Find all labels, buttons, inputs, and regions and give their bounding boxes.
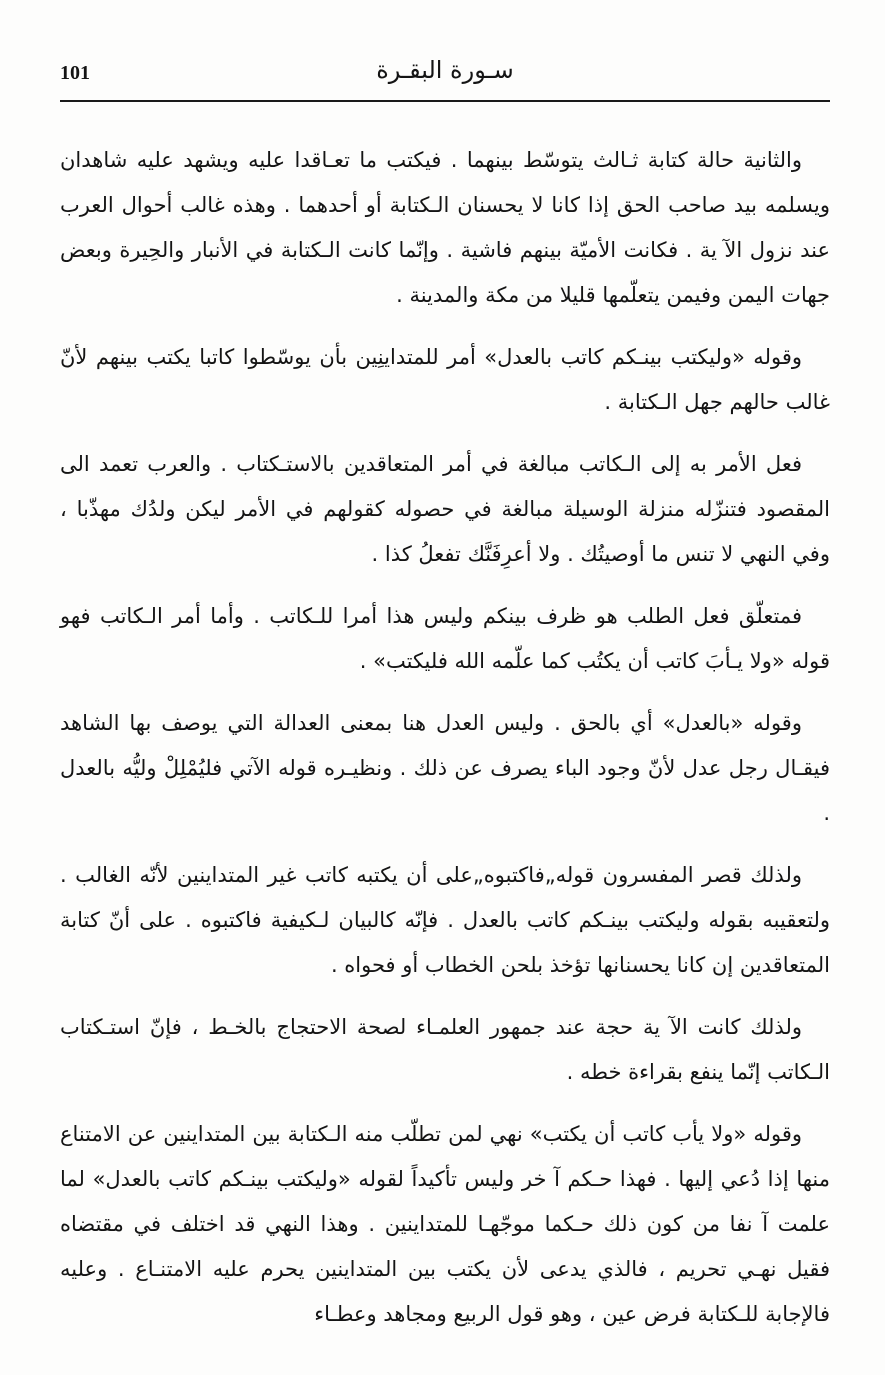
paragraph-3: فعل الأمر به إلى الـكاتب مبالغة في أمر المتعاقدين بالاستـكتاب . والعرب تعمد الى المقصود فتنزّله منزلة الوسيلة مبالغة في حصوله كقولهم في الأمر ليكن ولدُك مهذّبا ، وفي النهي لا تنس ما أوصيتُك . ولا أعرِفَنَّك تفعلُ كذا . xyxy=(60,452,830,566)
page-header xyxy=(60,52,830,100)
header-rule xyxy=(60,100,830,102)
paragraph-6: ولذلك قصر المفسرون قوله„فاكتبوه„على أن يكتبه كاتب غير المتداينين لأنّه الغالب . ولتعقيبه بقوله وليكتب بينـكم كاتب بالعدل . فإنّه كالبيان لـكيفية فاكتبوه . على أنّ كتابة المتعاقدين إن كانا يحسنانها تؤخذ بلحن الخطاب أو فحواه . xyxy=(60,863,830,977)
paragraph-7: ولذلك كانت الآ ية حجة عند جمهور العلمـاء لصحة الاحتجاج بالخـط ، فإنّ استـكتاب الـكاتب إنّما ينفع بقراءة خطه . xyxy=(60,1015,830,1084)
running-title: سـورة البقـرة xyxy=(376,56,514,84)
page-number: 101 xyxy=(60,62,90,84)
paragraph-1: والثانية حالة كتابة ثـالث يتوسّط بينهما . فيكتب ما تعـاقدا عليه ويشهد عليه شاهدان ويسلمه بيد صاحب الحق إذا كانا لا يحسنان الـكتابة أو أحدهما . وهذه غالب أحوال العرب عند نزول الآ ية . فكانت الأميّة بينهم فاشية . وإنّما كانت الـكتابة في الأنبار والحِيرة وبعض جهات اليمن وفيمن يتعلّمها قليلا من مكة والمدينة . xyxy=(60,148,830,307)
paragraph-8: وقوله «ولا يأب كاتب أن يكتب» نهي لمن تطلّب منه الـكتابة بين المتداينين عن الامتناع منها إذا دُعي إليها . فهذا حـكم آ خر وليس تأكيداً لقوله «وليكتب بينـكم كاتب بالعدل» لما علمت آ نفا من كون ذلك حـكما موجّهـا للمتداينين . وهذا النهي قد اختلف في مقتضاه فقيل نهـي تحريم ، فالذي يدعى لأن يكتب بين المتداينين يحرم عليه الامتنـاع . وعليه فالإجابة للـكتابة فرض عين ، وهو قول الربيع ومجاهد وعطـاء xyxy=(60,1122,830,1326)
paragraph-2: وقوله «وليكتب بينـكم كاتب بالعدل» أمر للمتداينِين بأن يوسّطوا كاتبا يكتب بينهم لأنّ غالب حالهم جهل الـكتابة . xyxy=(60,345,830,414)
paragraph-4: فمتعلّق فعل الطلب هو ظرف بينكم وليس هذا أمرا للـكاتب . وأما أمر الـكاتب فهو قوله «ولا يـأبَ كاتب أن يكتُب كما علّمه الله فليكتب» . xyxy=(60,604,830,673)
body-text xyxy=(60,138,830,1354)
paragraph-5: وقوله «بالعدل» أي بالحق . وليس العدل هنا بمعنى العدالة التي يوصف بها الشاهد فيقـال رجل عدل لأنّ وجود الباء يصرف عن ذلك . ونظيـره قوله الآتي فليُمْلِلْ وليُّه بالعدل . xyxy=(60,711,830,825)
